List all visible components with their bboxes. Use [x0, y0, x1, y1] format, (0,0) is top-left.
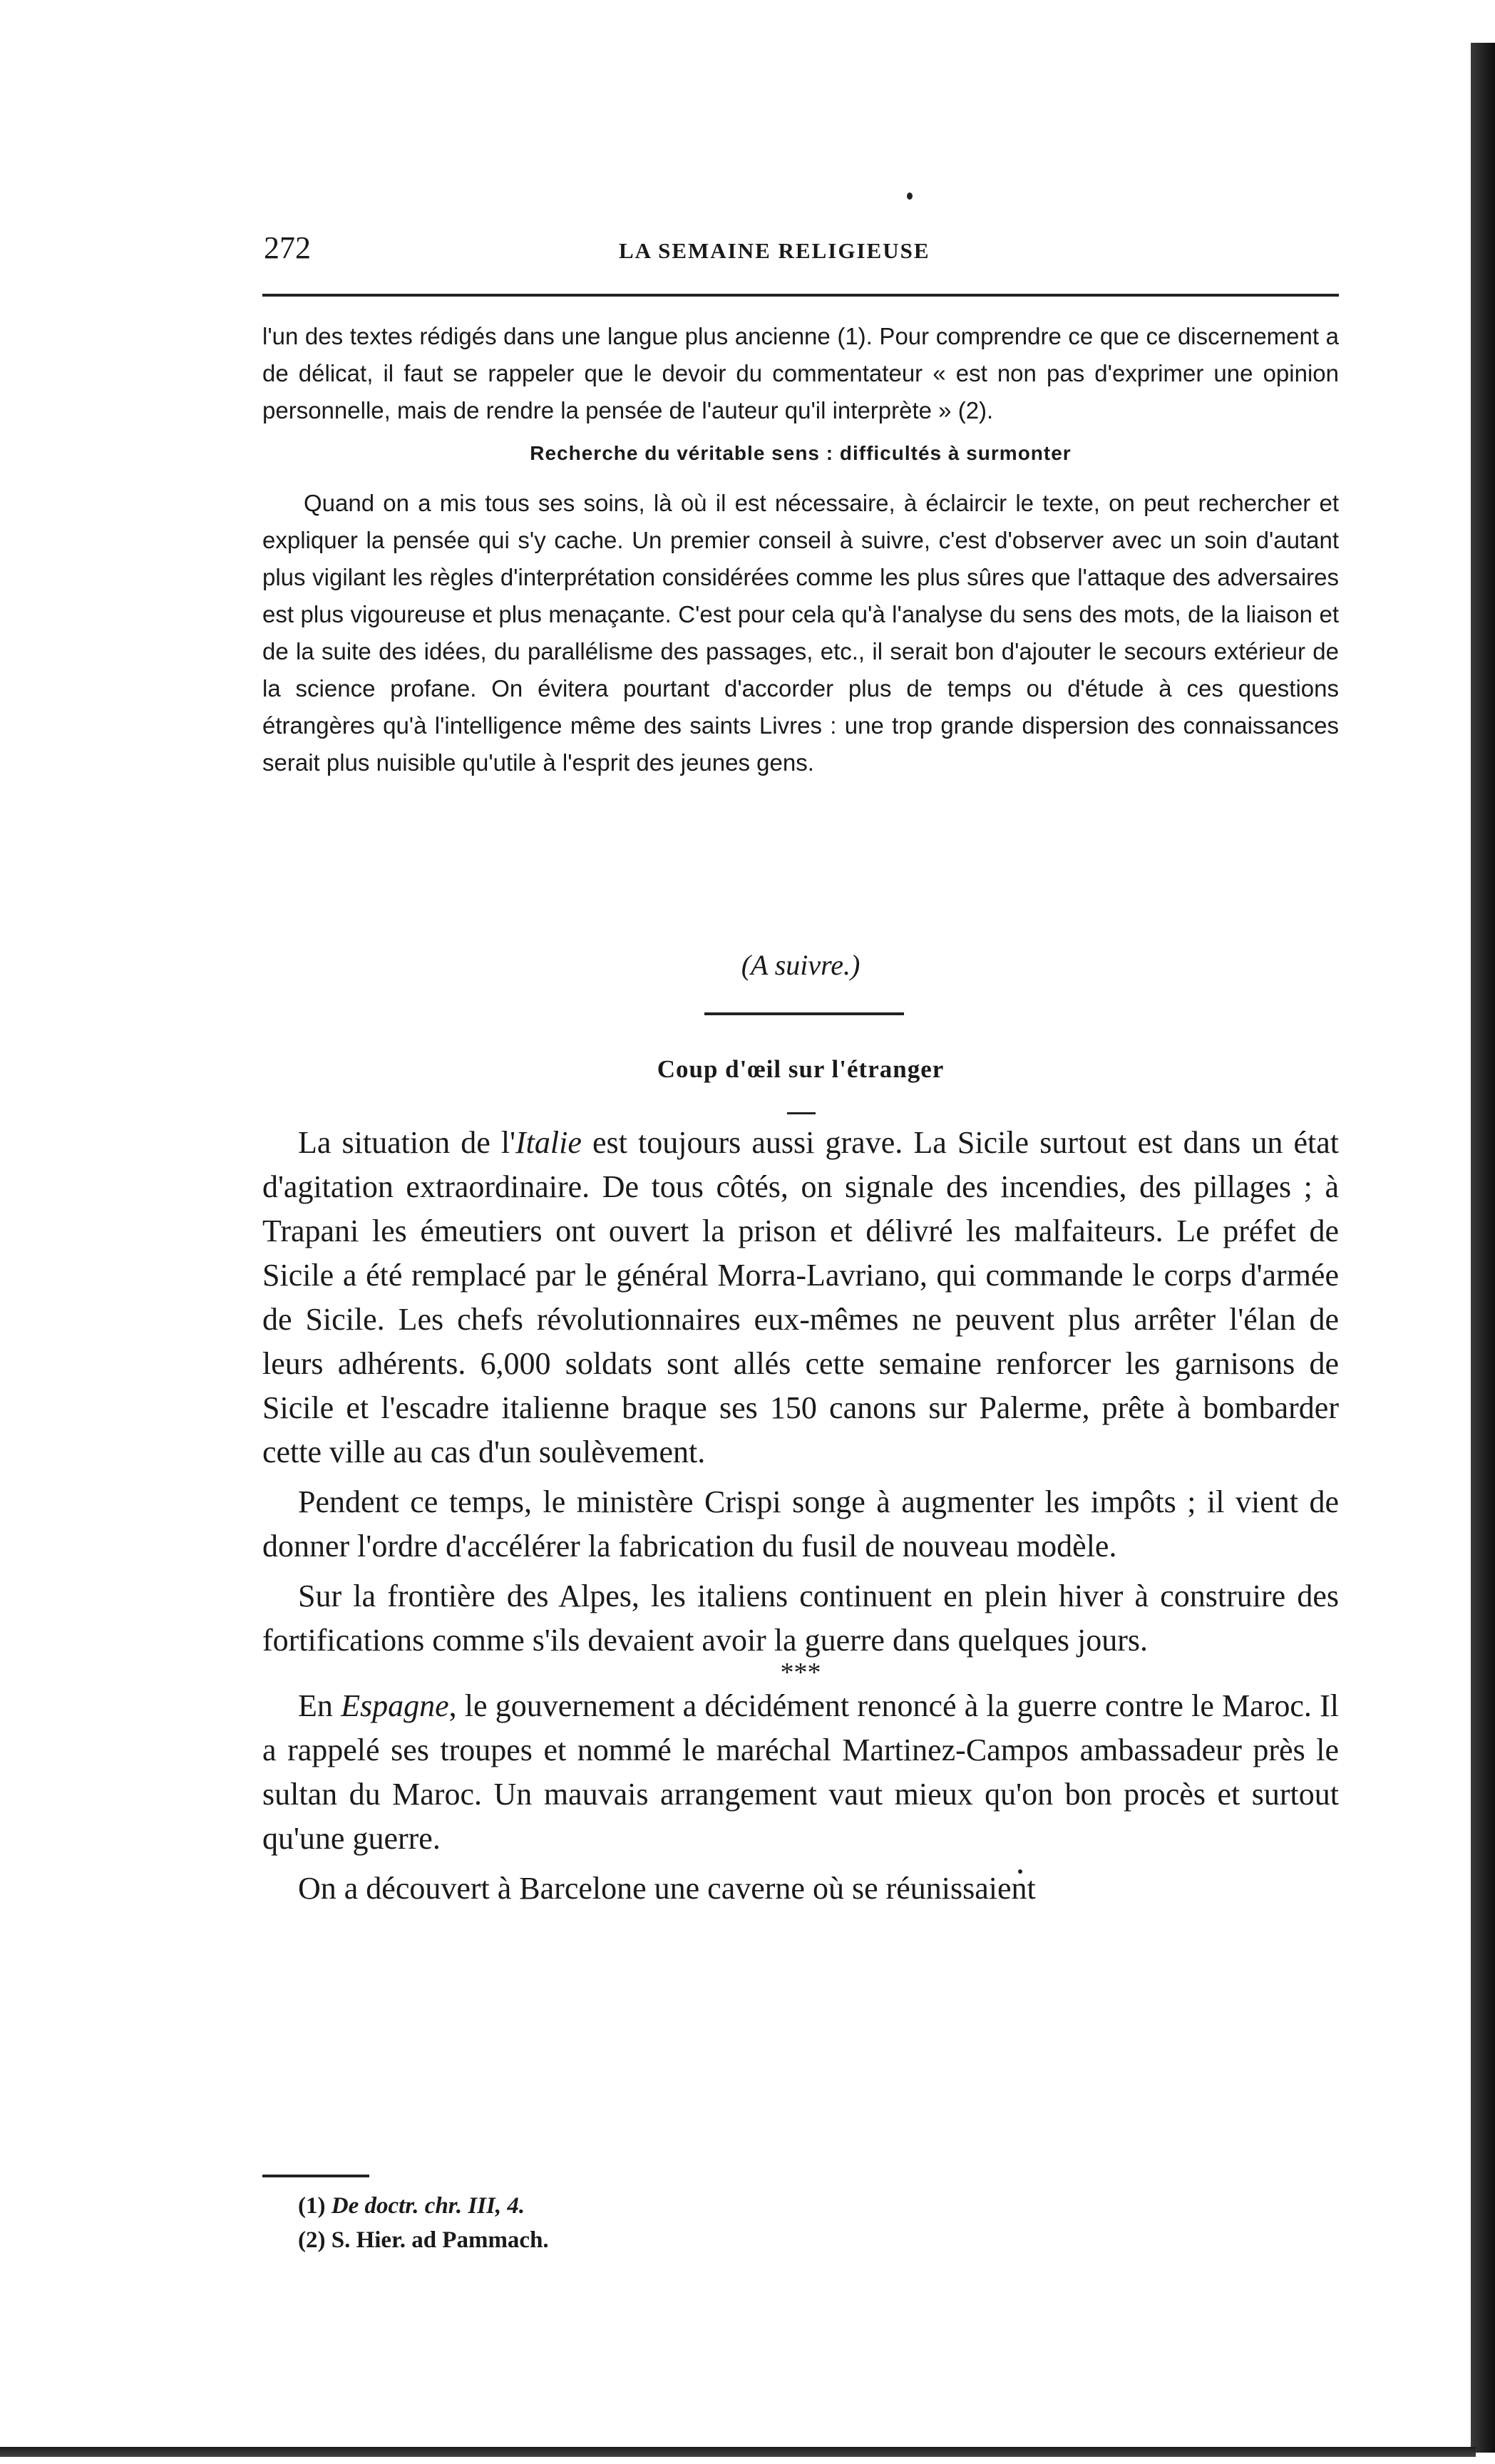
text-run: La situation de l': [298, 1125, 516, 1160]
scan-speck: [907, 192, 913, 200]
page-number: 272: [264, 230, 311, 265]
paragraph: Quand on a mis tous ses soins, là où il est nécessaire, à éclaircir le texte, on peut rechercher et expliquer la pensée qui s'y cache. Un premier conseil à suivre, c'est d'observer avec un soin d'autant plus vigilant les règles d'interprétation considérées comme les plus sûres que l'attaque des adversaires est plus vigoureuse et plus menaçante. C'est pour cela qu'à l'analyse du sens des mots, de la liaison et de la suite des idées, du parallélisme des passages, etc., il serait bon d'ajouter le secours extérieur de la science profane. On évitera pourtant d'accorder plus de temps ou d'étude à ces questions étrangères qu'à l'intelligence même des saints Livres : une trop grande dispersion des connaissances serait plus nuisible qu'utile à l'esprit des jeunes gens.: [262, 490, 1339, 776]
italic-place-name: Italie: [515, 1125, 582, 1160]
asterism: ***: [780, 1658, 821, 1688]
footnote-rule: [262, 2175, 369, 2177]
footnotes: [298, 2189, 1154, 2257]
paragraph: l'un des textes rédigés dans une langue plus ancienne (1). Pour comprendre ce que ce discernement a de délicat, il faut se rappeler que le devoir du commentateur « est non pas d'exprimer une opinion personnelle, mais de rendre la pensée de l'auteur qu'il interprète » (2).: [262, 323, 1339, 423]
large-text-block: [262, 1121, 1339, 1911]
title-dash: [787, 1112, 816, 1114]
paragraph: Sur la frontière des Alpes, les italiens continuent en plein hiver à construire des fortifications comme s'ils devaient avoir la guerre dans quelques jours.: [262, 1578, 1339, 1658]
italic-place-name: Espagne: [341, 1688, 449, 1723]
paragraph: On a découvert à Barcelone une caverne où se réunissaient: [298, 1871, 1036, 1906]
running-title: LA SEMAINE RELIGIEUSE: [619, 238, 930, 263]
scan-edge-right: [1471, 43, 1495, 2453]
paragraph-espagne: [262, 1684, 1339, 1861]
footnote-text: De doctr. chr. III, 4.: [331, 2193, 525, 2219]
continuation-note: (A suivre.): [741, 949, 860, 981]
footnote-number: (2): [298, 2227, 326, 2253]
text-run: , le gouvernement a décidément renoncé à la guerre contre le Maroc. Il a rappelé ses troupes et nommé le maréchal Martinez-Campos ambassadeur près le sultan du Maroc. Un mauvais arrangement vaut mieux qu'on bon procès et surtout qu'une guerre.: [262, 1688, 1339, 1856]
text-run: En: [298, 1688, 341, 1723]
header-rule: [262, 294, 1339, 297]
footnote-text: S. Hier. ad Pammach.: [331, 2227, 549, 2253]
paragraph: Pendent ce temps, le ministère Crispi songe à augmenter les impôts ; il vient de donner l'ordre d'accélérer la fabrication du fusil de nouveau modèle.: [262, 1484, 1339, 1564]
text-run: est toujours aussi grave. La Sicile surtout est dans un état d'agitation extraordinaire. De tous côtés, on signale des incendies, des pillages ; à Trapani les émeutiers ont ouvert la prison et délivré les malfaiteurs. Le préfet de Sicile a été remplacé par le général Morra-Lavriano, qui commande le corps d'armée de Sicile. Les chefs révolutionnaires eux-mêmes ne peuvent plus arrêter l'élan de leurs adhérents. 6,000 soldats sont allés cette semaine renforcer les garnisons de Sicile et l'escadre italienne braque ses 150 canons sur Palerme, prête à bombarder cette ville au cas d'un soulèvement.: [262, 1125, 1339, 1469]
footnote-number: (1): [298, 2193, 326, 2219]
scan-edge-bottom: [0, 2447, 1476, 2457]
subheading: Recherche du véritable sens : difficultés à surmonter: [530, 442, 1072, 464]
section-divider: [704, 1012, 904, 1015]
footnote: [298, 2223, 1154, 2257]
footnote: [298, 2189, 1154, 2223]
section-title: Coup d'œil sur l'étranger: [657, 1055, 945, 1083]
page-header: [262, 230, 1339, 272]
paragraph-italie: [262, 1121, 1339, 1474]
small-text-block: [262, 318, 1339, 781]
